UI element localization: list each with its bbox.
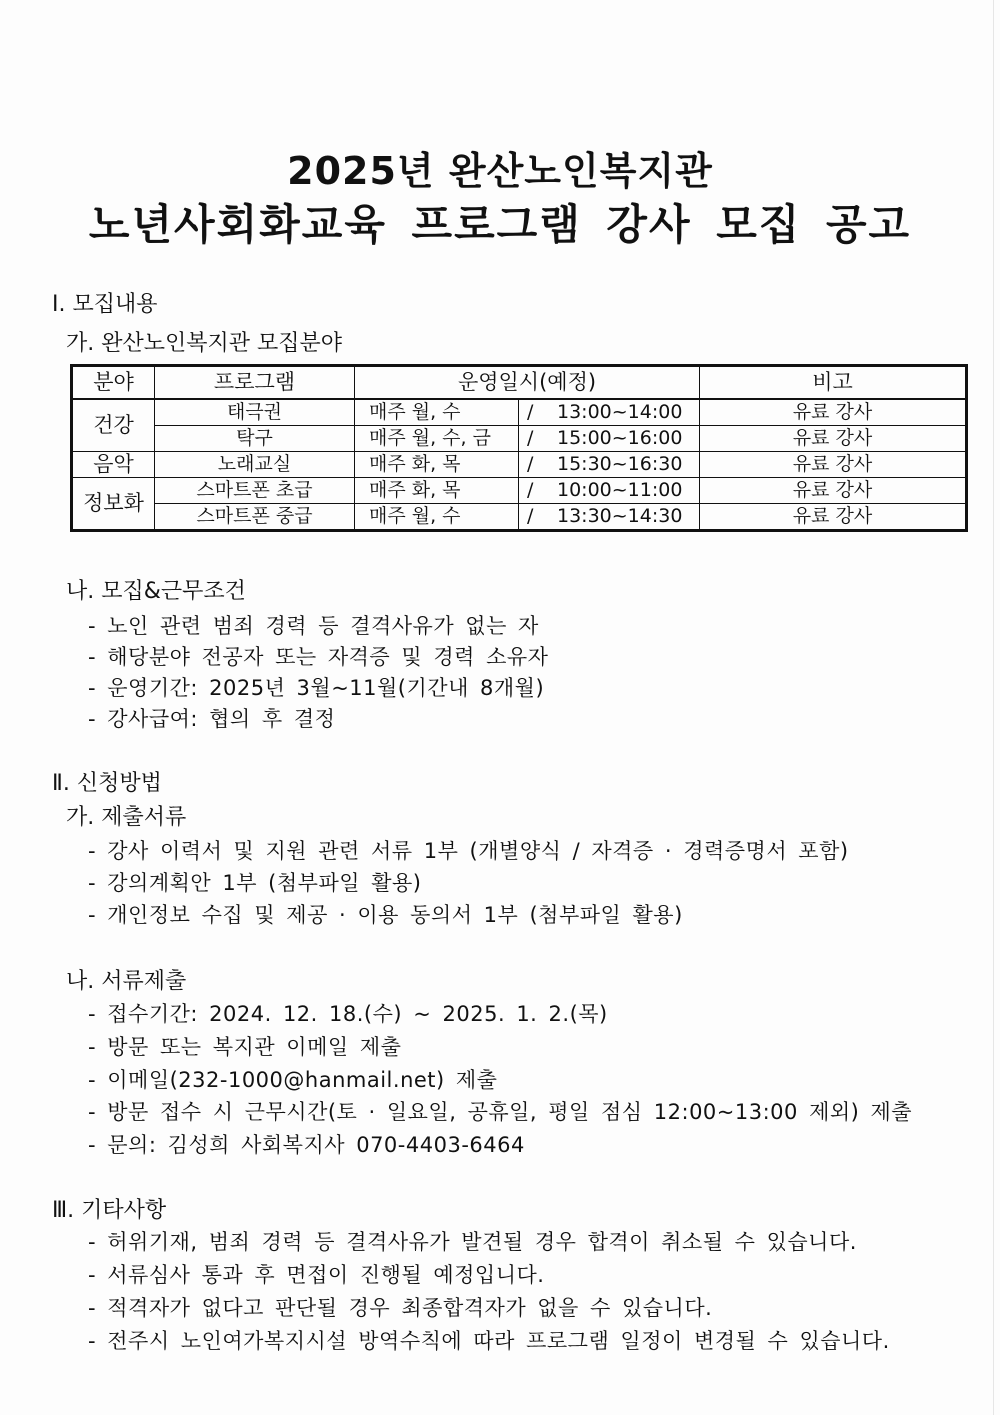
days-cell: 매주 월, 수, 금 (355, 426, 519, 452)
note-cell: 유료 강사 (700, 399, 967, 426)
time-separator: / (527, 427, 534, 449)
table-row (72, 399, 967, 426)
section-2a-heading: 가. 제출서류 (66, 805, 187, 830)
header-note: 비고 (700, 366, 967, 400)
list-item: - 이메일(232-1000@hanmail.net) 제출 (88, 1068, 498, 1092)
list-item: - 전주시 노인여가복지시설 방역수칙에 따라 프로그램 일정이 변경될 수 있습니다. (88, 1329, 890, 1353)
days-cell: 매주 화, 목 (355, 452, 519, 478)
list-item: - 서류심사 통과 후 면접이 진행될 예정입니다. (88, 1263, 545, 1287)
list-item: - 접수기간: 2024. 12. 18.(수) ~ 2025. 1. 2.(목) (88, 1002, 608, 1026)
time-cell (519, 399, 700, 426)
list-item: - 노인 관련 범죄 경력 등 결격사유가 없는 자 (88, 614, 539, 638)
table-row (72, 452, 967, 478)
section-2-heading: Ⅱ. 신청방법 (52, 771, 162, 796)
time-separator: / (527, 453, 534, 475)
list-item: - 개인정보 수집 및 제공 · 이용 동의서 1부 (첨부파일 활용) (88, 903, 683, 927)
table-row (72, 478, 967, 504)
time-value: 10:00~11:00 (557, 479, 683, 501)
title-line-2: 노년사회화교육 프로그램 강사 모집 공고 (88, 200, 912, 249)
program-cell: 탁구 (155, 426, 355, 452)
list-item: - 운영기간: 2025년 3월~11월(기간내 8개월) (88, 676, 545, 700)
time-separator: / (527, 479, 534, 501)
list-item: - 문의: 김성희 사회복지사 070-4403-6464 (88, 1133, 525, 1157)
time-separator: / (527, 505, 534, 527)
time-value: 13:00~14:00 (557, 401, 683, 423)
list-item: - 해당분야 전공자 또는 자격증 및 경력 소유자 (88, 645, 549, 669)
program-cell: 태극권 (155, 399, 355, 426)
time-value: 13:30~14:30 (557, 505, 683, 527)
program-cell: 노래교실 (155, 452, 355, 478)
list-item: - 적격자가 없다고 판단될 경우 최종합격자가 없을 수 있습니다. (88, 1296, 713, 1320)
field-cell: 음악 (72, 452, 155, 478)
program-cell: 스마트폰 초급 (155, 478, 355, 504)
days-cell: 매주 화, 목 (355, 478, 519, 504)
time-cell (519, 478, 700, 504)
time-value: 15:30~16:30 (557, 453, 683, 475)
header-schedule: 운영일시(예정) (355, 366, 700, 400)
note-cell: 유료 강사 (700, 426, 967, 452)
note-cell: 유료 강사 (700, 504, 967, 531)
section-2b-heading: 나. 서류제출 (66, 969, 187, 994)
program-cell: 스마트폰 중급 (155, 504, 355, 531)
list-item: - 허위기재, 범죄 경력 등 결격사유가 발견될 경우 합격이 취소될 수 있습니다. (88, 1230, 857, 1254)
table-header-row (72, 366, 967, 400)
list-item: - 강사 이력서 및 지원 관련 서류 1부 (개별양식 / 자격증 · 경력증명서 포함) (88, 839, 849, 863)
title-line-1: 2025년 완산노인복지관 (287, 149, 713, 193)
days-cell: 매주 월, 수 (355, 399, 519, 426)
note-cell: 유료 강사 (700, 452, 967, 478)
list-item: - 강의계획안 1부 (첨부파일 활용) (88, 871, 422, 895)
note-cell: 유료 강사 (700, 478, 967, 504)
field-cell: 정보화 (72, 478, 155, 531)
section-1a-heading: 가. 완산노인복지관 모집분야 (66, 331, 343, 356)
list-item: - 방문 접수 시 근무시간(토 · 일요일, 공휴일, 평일 점심 12:00~13:00 제외) 제출 (88, 1100, 913, 1124)
recruit-table (70, 364, 968, 532)
header-field: 분야 (72, 366, 155, 400)
days-cell: 매주 월, 수 (355, 504, 519, 531)
list-item: - 강사급여: 협의 후 결정 (88, 707, 336, 731)
time-cell (519, 426, 700, 452)
table-row (72, 426, 967, 452)
time-cell (519, 504, 700, 531)
section-1b-heading: 나. 모집&근무조건 (66, 579, 246, 604)
time-separator: / (527, 401, 534, 423)
time-cell (519, 452, 700, 478)
header-program: 프로그램 (155, 366, 355, 400)
field-cell: 건강 (72, 399, 155, 452)
table-row (72, 504, 967, 531)
section-3-heading: Ⅲ. 기타사항 (52, 1198, 167, 1223)
section-1-heading: Ⅰ. 모집내용 (52, 292, 158, 317)
list-item: - 방문 또는 복지관 이메일 제출 (88, 1035, 402, 1059)
time-value: 15:00~16:00 (557, 427, 683, 449)
